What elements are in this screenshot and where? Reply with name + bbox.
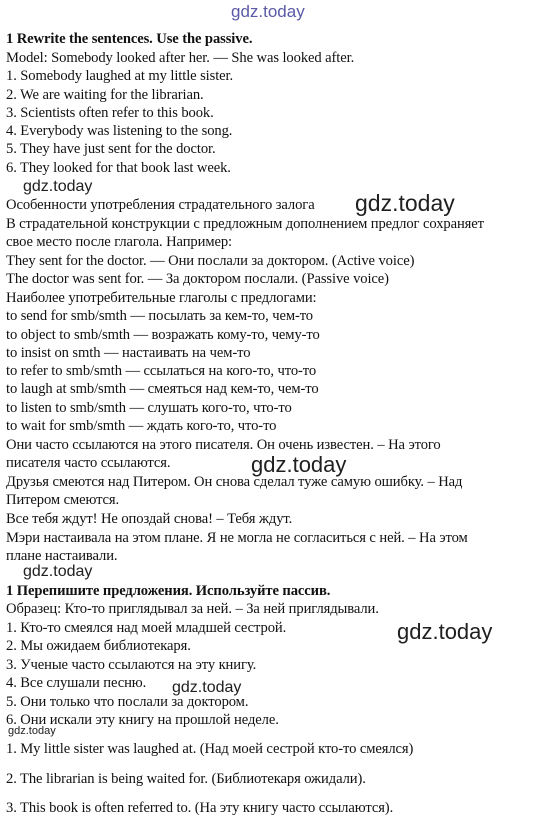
- example-line: The doctor was sent for. — За доктором послали. (Passive voice): [6, 271, 389, 287]
- exercise-item: 5. They have just sent for the doctor.: [6, 141, 216, 157]
- text-line: Наиболее употребительные глаголы с предлогами:: [6, 290, 317, 306]
- exercise-item: 3. Scientists often refer to this book.: [6, 105, 214, 121]
- text-line: Мэри настаивала на этом плане. Я не могла не согласиться с ней. – На этом: [6, 530, 468, 546]
- heading-russian: 1 Перепишите предложения. Используйте пассив.: [6, 583, 331, 599]
- answer-line: 2. The librarian is being waited for. (Библиотекаря ожидали).: [6, 771, 366, 787]
- text-line: писателя часто ссылаются.: [6, 455, 171, 471]
- verb-item: to listen to smb/smth — слушать кого-то, что-то: [6, 400, 292, 416]
- exercise-item: 2. Мы ожидаем библиотекаря.: [6, 638, 191, 654]
- answer-line: 3. This book is often referred to. (На эту книгу часто ссылаются).: [6, 800, 394, 816]
- text-line: плане настаивали.: [6, 548, 118, 564]
- verb-item: to refer to smb/smth — ссылаться на кого-то, что-то: [6, 363, 317, 379]
- watermark: gdz.today: [8, 725, 56, 737]
- verb-item: to laugh at smb/smth — смеяться над кем-то, чем-то: [6, 381, 319, 397]
- exercise-item: 6. Они искали эту книгу на прошлой неделе.: [6, 712, 279, 728]
- verb-item: to send for smb/smth — посылать за кем-то, чем-то: [6, 308, 313, 324]
- section-title: Особенности употребления страдательного залога: [6, 197, 315, 213]
- exercise-item: 1. Кто-то смеялся над моей младшей сестрой.: [6, 620, 287, 636]
- exercise-item: 2. We are waiting for the librarian.: [6, 87, 204, 103]
- text-line: Они часто ссылаются на этого писателя. Он очень известен. – На этого: [6, 437, 441, 453]
- exercise-item: 4. Все слушали песню.: [6, 675, 147, 691]
- watermark: gdz.today: [397, 619, 493, 644]
- text-line: Друзья смеются над Питером. Он снова сделал туже самую ошибку. – Над: [6, 474, 463, 490]
- watermark: gdz.today: [251, 452, 347, 477]
- verb-item: to object to smb/smth — возражать кому-то, чему-то: [6, 327, 320, 343]
- text-line: Питером смеются.: [6, 492, 120, 508]
- exercise-item: 5. Они только что послали за доктором.: [6, 694, 249, 710]
- text-line: Все тебя ждут! Не опоздай снова! – Тебя ждут.: [6, 511, 293, 527]
- watermark: gdz.today: [172, 679, 242, 696]
- watermark: gdz.today: [23, 563, 93, 580]
- exercise-item: 4. Everybody was listening to the song.: [6, 123, 233, 139]
- example-line: They sent for the doctor. — Они послали за доктором. (Active voice): [6, 253, 415, 269]
- verb-item: to wait for smb/smth — ждать кого-то, что-то: [6, 418, 277, 434]
- watermark: gdz.today: [355, 190, 455, 216]
- heading-english: 1 Rewrite the sentences. Use the passive.: [6, 31, 253, 47]
- model-line: Образец: Кто-то приглядывал за ней. – За ней приглядывали.: [6, 601, 379, 617]
- exercise-item: 3. Ученые часто ссылаются на эту книгу.: [6, 657, 257, 673]
- verb-item: to insist on smth — настаивать на чем-то: [6, 345, 251, 361]
- exercise-item: 6. They looked for that book last week.: [6, 160, 231, 176]
- watermark-top: gdz.today: [231, 2, 305, 21]
- watermark: gdz.today: [23, 178, 93, 195]
- text-line: В страдательной конструкции с предложным дополнением предлог сохраняет: [6, 216, 484, 232]
- exercise-item: 1. Somebody laughed at my little sister.: [6, 68, 234, 84]
- text-line: свое место после глагола. Например:: [6, 234, 233, 250]
- model-line: Model: Somebody looked after her. — She was looked after.: [6, 50, 355, 66]
- answer-line: 1. My little sister was laughed at. (Над моей сестрой кто-то смеялся): [6, 741, 414, 757]
